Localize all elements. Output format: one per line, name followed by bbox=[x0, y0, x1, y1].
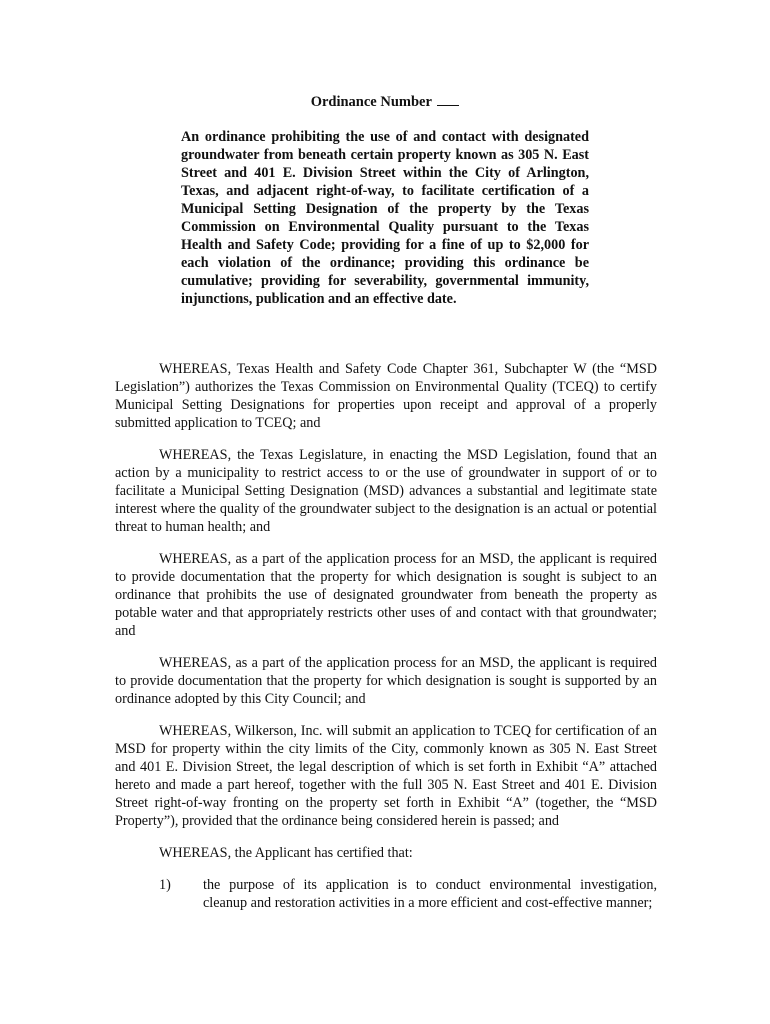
whereas-paragraph-2: WHEREAS, the Texas Legislature, in enacting the MSD Legislation, found that an action by a municipality to restrict access to or the use of groundwater in support of or to facilitate a Municipal Setting Designation (MSD) advances a substantial and legitimate state interest where the quality of the groundwater subject to the designation is an actual or potential threat to human health; and bbox=[115, 447, 657, 535]
list-item-number: 1) bbox=[159, 877, 171, 893]
whereas-paragraph-4: WHEREAS, as a part of the application process for an MSD, the applicant is required to provide documentation that the property for which designation is sought is supported by an ordinance adopted by this City Council; and bbox=[115, 655, 657, 707]
list-item bbox=[115, 876, 657, 912]
whereas-paragraph-6: WHEREAS, the Applicant has certified that: bbox=[159, 845, 413, 861]
ordinance-title-text: Ordinance Number bbox=[310, 94, 432, 110]
ordinance-body bbox=[115, 360, 657, 912]
ordinance-number-blank bbox=[437, 93, 459, 106]
ordinance-title bbox=[0, 93, 770, 111]
whereas-paragraph-3: WHEREAS, as a part of the application process for an MSD, the applicant is required to provide documentation that the property for which designation is sought is subject to an ordinance that prohibits the use of designated groundwater from beneath the property as potable water and that appropriately restricts other uses of and contact with that groundwater; and bbox=[115, 551, 657, 639]
whereas-paragraph-1: WHEREAS, Texas Health and Safety Code Chapter 361, Subchapter W (the “MSD Legislation”) authorizes the Texas Commission on Environmental Quality (TCEQ) to certify Municipal Setting Designations for properties upon receipt and approval of a properly submitted application to TCEQ; and bbox=[115, 361, 657, 431]
whereas-paragraph-5: WHEREAS, Wilkerson, Inc. will submit an application to TCEQ for certification of an MSD for property within the city limits of the City, commonly known as 305 N. East Street and 401 E. Division Street, the legal description of which is set forth in Exhibit “A” attached hereto and made a part hereof, together with the full 305 N. East Street and 401 E. Division Street right-of-way fronting on the property set forth in Exhibit “A” (together, the “MSD Property”), provided that the ordinance being considered herein is passed; and bbox=[115, 723, 657, 829]
list-item-text: the purpose of its application is to conduct environmental investigation, cleanup and restoration activities in a more efficient and cost-effective manner; bbox=[203, 877, 657, 911]
ordinance-caption: An ordinance prohibiting the use of and contact with designated groundwater from beneath certain property known as 305 N. East Street and 401 E. Division Street within the City of Arlington, Texas, and adjacent right-of-way, to facilitate certification of a Municipal Setting Designation of the property by the Texas Commission on Environmental Quality pursuant to the Texas Health and Safety Code; providing for a fine of up to $2,000 for each violation of the ordinance; providing this ordinance be cumulative; providing for severability, governmental immunity, injunctions, publication and an effective date. bbox=[181, 129, 589, 307]
